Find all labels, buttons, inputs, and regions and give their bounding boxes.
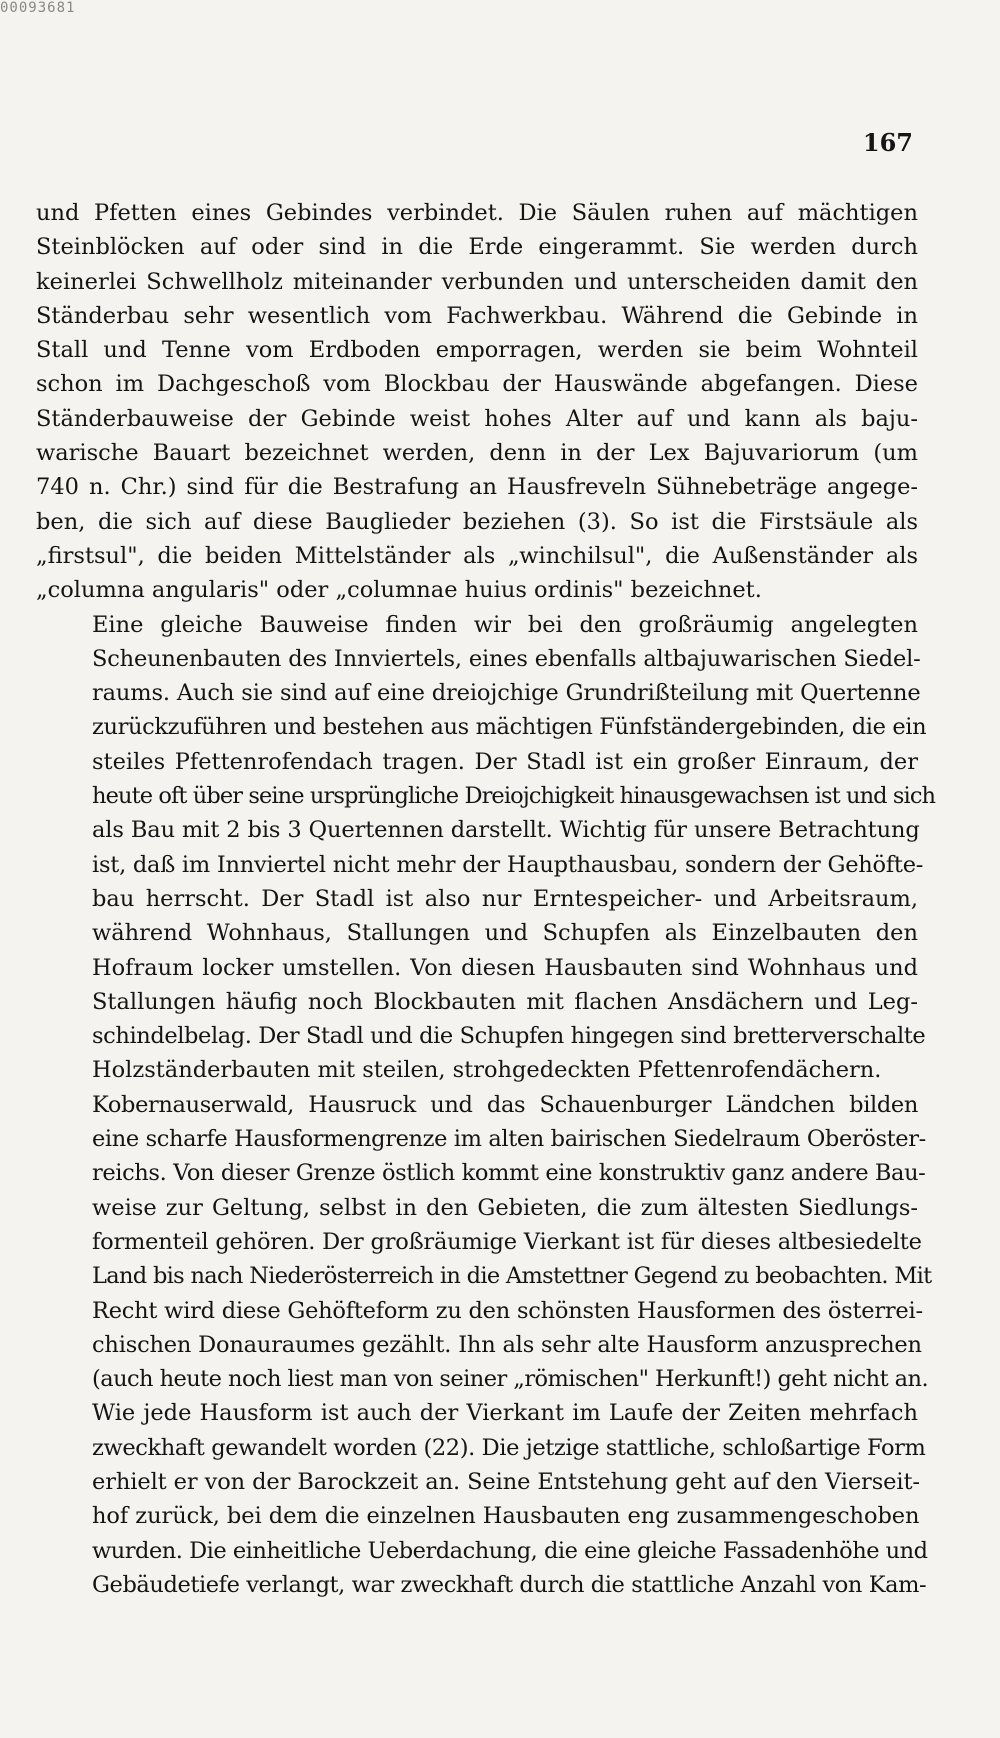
- text-line: Hofraum locker umstellen. Von diesen Hausbauten sind Wohnhaus und: [92, 954, 918, 981]
- text-line: zweckhaft gewandelt worden (22). Die jetzige stattliche, schloßartige Form: [92, 1434, 926, 1461]
- paragraph: [36, 196, 918, 608]
- text-line: Steinblöcken auf oder sind in die Erde eingerammt. Sie werden durch: [36, 234, 918, 261]
- text-line: Stall und Tenne vom Erdboden emporragen, werden sie beim Wohnteil: [36, 337, 918, 364]
- text-line: „firstsul", die beiden Mittelständer als „winchilsul", die Außenständer als: [36, 542, 918, 569]
- text-line: Recht wird diese Gehöfteform zu den schönsten Hausformen des österrei-: [92, 1297, 923, 1324]
- text-line: schindelbelag. Der Stadl und die Schupfen hingegen sind bretterverschalte: [92, 1023, 926, 1050]
- text-line: 740 n. Chr.) sind für die Bestrafung an Hausfreveln Sühnebeträge angege-: [36, 474, 918, 501]
- text-line: zurückzuführen und bestehen aus mächtigen Fünfständergebinden, die ein: [92, 714, 927, 741]
- text-line: schon im Dachgeschoß vom Blockbau der Hauswände abgefangen. Diese: [36, 371, 918, 398]
- scan-id: 00093681: [0, 0, 76, 16]
- text-line: Kobernauserwald, Hausruck und das Schauenburger Ländchen bilden: [92, 1091, 918, 1118]
- text-line: Stallungen häufig noch Blockbauten mit flachen Ansdächern und Leg-: [92, 988, 918, 1015]
- text-line: Wie jede Hausform ist auch der Vierkant im Laufe der Zeiten mehrfach: [92, 1400, 918, 1427]
- text-line: steiles Pfettenrofendach tragen. Der Stadl ist ein großer Einraum, der: [92, 748, 918, 775]
- text-line: und Pfetten eines Gebindes verbindet. Die Säulen ruhen auf mächtigen: [36, 200, 918, 226]
- text-line: (auch heute noch liest man von seiner „römischen" Herkunft!) geht nicht an.: [92, 1366, 929, 1393]
- text-line: warische Bauart bezeichnet werden, denn in der Lex Bajuvariorum (um: [36, 440, 918, 467]
- text-line: chischen Donauraumes gezählt. Ihn als sehr alte Hausform anzusprechen: [92, 1331, 922, 1358]
- text-line: weise zur Geltung, selbst in den Gebieten, die zum ältesten Siedlungs-: [92, 1194, 918, 1221]
- text-line: ben, die sich auf diese Bauglieder beziehen (3). So ist die Firstsäule als: [36, 508, 918, 535]
- paragraph: [36, 1088, 932, 1602]
- text-line: ist, daß im Innviertel nicht mehr der Haupthausbau, sondern der Gehöfte-: [92, 851, 924, 878]
- text-line: hof zurück, bei dem die einzelnen Hausbauten eng zusammengeschoben: [92, 1503, 920, 1530]
- text-line: formenteil gehören. Der großräumige Vierkant ist für dieses altbesiedelte: [92, 1228, 922, 1255]
- text-line: als Bau mit 2 bis 3 Quertennen darstellt. Wichtig für unsere Betrachtung: [92, 817, 920, 844]
- text-line: Holzständerbauten mit steilen, strohgedeckten Pfettenrofendächern.: [92, 1057, 882, 1084]
- text-line: erhielt er von der Barockzeit an. Seine Entstehung geht auf den Vierseit-: [92, 1468, 920, 1495]
- text-line: Eine gleiche Bauweise finden wir bei den großräumig angelegten: [92, 611, 918, 638]
- body-text: [36, 196, 936, 1602]
- text-line: bau herrscht. Der Stadl ist also nur Erntespeicher- und Arbeitsraum,: [92, 885, 918, 912]
- text-line: keinerlei Schwellholz miteinander verbunden und unterscheiden damit den: [36, 268, 918, 295]
- text-line: Land bis nach Niederösterreich in die Amstettner Gegend zu beobachten. Mit: [92, 1263, 932, 1290]
- text-line: Scheunenbauten des Innviertels, eines ebenfalls altbajuwarischen Siedel-: [92, 645, 921, 672]
- paragraph: [36, 608, 936, 1088]
- text-line: während Wohnhaus, Stallungen und Schupfen als Einzelbauten den: [92, 920, 918, 947]
- text-line: Ständerbau sehr wesentlich vom Fachwerkbau. Während die Gebinde in: [36, 302, 918, 329]
- text-line: Ständerbauweise der Gebinde weist hohes Alter auf und kann als baju-: [36, 405, 918, 432]
- text-line: raums. Auch sie sind auf eine dreiojchige Grundrißteilung mit Quertenne: [92, 680, 921, 707]
- page-number: 167: [862, 128, 913, 157]
- text-line: heute oft über seine ursprüngliche Dreiojchigkeit hinausgewachsen ist und sich: [92, 783, 936, 810]
- text-line: „columna angularis" oder „columnae huius ordinis" bezeichnet.: [36, 577, 762, 604]
- text-line: Gebäudetiefe verlangt, war zweckhaft durch die stattliche Anzahl von Kam-: [92, 1571, 927, 1598]
- text-line: wurden. Die einheitliche Ueberdachung, die eine gleiche Fassadenhöhe und: [92, 1537, 928, 1564]
- text-line: reichs. Von dieser Grenze östlich kommt eine konstruktiv ganz andere Bau-: [92, 1160, 926, 1187]
- text-line: eine scharfe Hausformengrenze im alten bairischen Siedelraum Oberöster-: [92, 1126, 926, 1153]
